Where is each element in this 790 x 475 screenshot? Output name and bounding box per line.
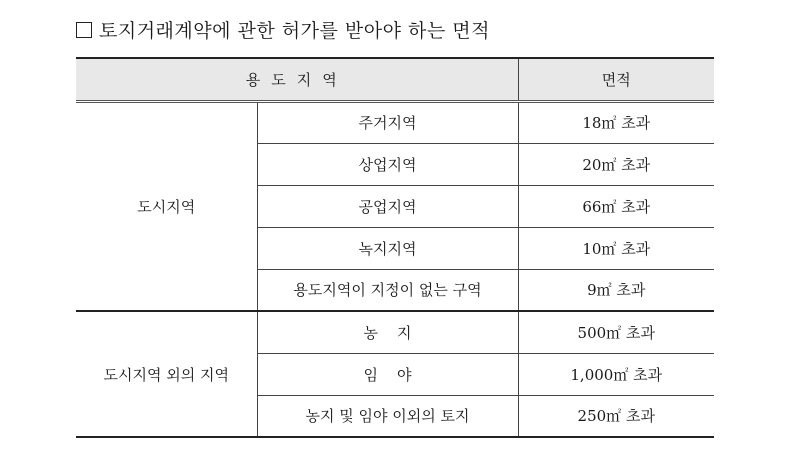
area-number: 250㎡ xyxy=(577,407,622,426)
area-suffix: 초과 xyxy=(621,239,651,258)
sub-zone-cell: 공업지역 xyxy=(257,185,518,227)
zone-group-cell: 도시지역 외의 지역 xyxy=(76,311,257,437)
area-number: 18㎡ xyxy=(582,114,617,132)
area-suffix: 초과 xyxy=(625,407,655,426)
sub-zone-cell: 농 지 xyxy=(257,311,518,353)
area-value-cell xyxy=(518,227,714,269)
area-value-cell xyxy=(518,395,714,437)
permit-area-table xyxy=(76,57,714,438)
checkbox-square-icon xyxy=(76,22,92,38)
sub-zone-cell: 농지 및 임야 이외의 토지 xyxy=(257,395,518,437)
area-value-cell xyxy=(518,353,714,395)
table-row xyxy=(76,311,714,353)
area-suffix: 초과 xyxy=(621,155,651,174)
area-number: 500㎡ xyxy=(577,323,622,342)
area-value-cell xyxy=(518,143,714,185)
sub-zone-cell: 임 야 xyxy=(257,353,518,395)
header-area: 면적 xyxy=(518,58,714,101)
area-suffix: 초과 xyxy=(621,114,651,132)
table-body xyxy=(76,101,714,437)
table-header-row xyxy=(76,58,714,101)
sub-zone-cell: 녹지지역 xyxy=(257,227,518,269)
area-value-cell xyxy=(518,269,714,311)
area-number: 1,000㎡ xyxy=(570,365,629,384)
zone-group-cell: 도시지역 xyxy=(76,101,257,311)
table-row xyxy=(76,101,714,143)
area-suffix: 초과 xyxy=(625,323,655,342)
area-value-cell xyxy=(518,185,714,227)
sub-zone-cell: 주거지역 xyxy=(257,101,518,143)
area-suffix: 초과 xyxy=(616,281,646,300)
document-title xyxy=(76,16,490,43)
area-value-cell xyxy=(518,311,714,353)
area-suffix: 초과 xyxy=(621,197,651,216)
sub-zone-cell: 상업지역 xyxy=(257,143,518,185)
sub-zone-cell: 용도지역이 지정이 없는 구역 xyxy=(257,269,518,311)
document-title-text: 토지거래계약에 관한 허가를 받아야 하는 면적 xyxy=(99,20,490,42)
header-zone: 용도지역 xyxy=(76,58,518,101)
area-number: 66㎡ xyxy=(582,197,617,216)
area-number: 9㎡ xyxy=(587,281,612,300)
area-number: 10㎡ xyxy=(582,239,617,258)
area-suffix: 초과 xyxy=(633,365,663,384)
area-value-cell xyxy=(518,101,714,143)
area-number: 20㎡ xyxy=(582,155,617,174)
